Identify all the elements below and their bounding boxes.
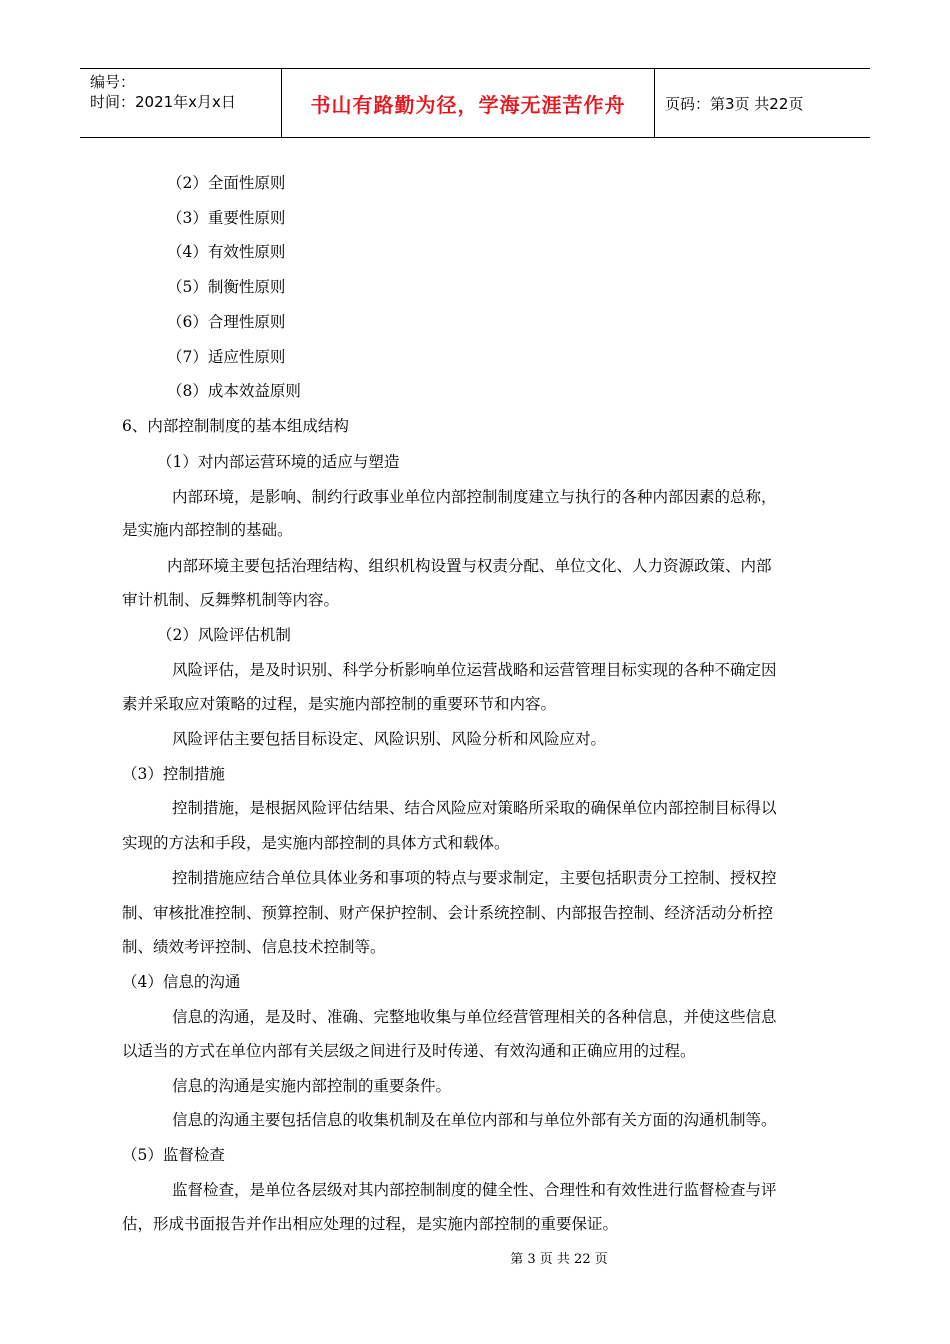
header-motto: 书山有路勤为径，学海无涯苦作舟: [282, 69, 655, 137]
paragraph-line: 监督检查，是单位各层级对其内部控制制度的健全性、合理性和有效性进行监督检查与评: [172, 1181, 777, 1199]
principle-8: （8）成本效益原则: [167, 382, 301, 400]
page-footer: 第 3 页 共 22 页: [510, 1252, 608, 1267]
principle-7: （7）适应性原则: [167, 348, 286, 366]
paragraph-line: 实现的方法和手段，是实施内部控制的具体方式和载体。: [122, 834, 510, 852]
subheading-2: （2）风险评估机制: [157, 626, 291, 644]
principle-6: （6）合理性原则: [167, 313, 286, 331]
paragraph-line: 以适当的方式在单位内部有关层级之间进行及时传递、有效沟通和正确应用的过程。: [122, 1042, 696, 1060]
paragraph-line: 是实施内部控制的基础。: [122, 521, 293, 539]
section-heading: 6、内部控制制度的基本组成结构: [122, 417, 349, 435]
paragraph-line: 内部环境，是影响、制约行政事业单位内部控制制度建立与执行的各种内部因素的总称，: [172, 488, 777, 506]
paragraph-line: 内部环境主要包括治理结构、组织机构设置与权责分配、单位文化、人力资源政策、内部: [167, 557, 772, 575]
time-label: 时间：2021年x月x日: [90, 93, 236, 111]
paragraph-line: 控制措施应结合单位具体业务和事项的特点与要求制定，主要包括职责分工控制、授权控: [172, 869, 777, 887]
paragraph-line: 风险评估主要包括目标设定、风险识别、风险分析和风险应对。: [172, 730, 607, 748]
header-page-info: 页码：第3页 共22页: [665, 94, 804, 113]
paragraph-line: 控制措施，是根据风险评估结果、结合风险应对策略所采取的确保单位内部控制目标得以: [172, 799, 777, 817]
subheading-5: （5）监督检查: [122, 1146, 225, 1164]
paragraph-line: 素并采取应对策略的过程，是实施内部控制的重要环节和内容。: [122, 695, 557, 713]
subheading-3: （3）控制措施: [122, 765, 225, 783]
principle-4: （4）有效性原则: [167, 243, 286, 261]
paragraph-line: 审计机制、反舞弊机制等内容。: [122, 591, 340, 609]
header-meta: [80, 69, 282, 137]
paragraph-line: 信息的沟通，是及时、准确、完整地收集与单位经营管理相关的各种信息，并使这些信息: [172, 1008, 777, 1026]
number-label: 编号：: [90, 73, 136, 91]
page-header: [80, 68, 870, 138]
subheading-4: （4）信息的沟通: [122, 973, 241, 991]
subheading-1: （1）对内部运营环境的适应与塑造: [157, 453, 400, 471]
paragraph-line: 制、绩效考评控制、信息技术控制等。: [122, 938, 386, 956]
principle-3: （3）重要性原则: [167, 209, 286, 227]
paragraph-line: 估，形成书面报告并作出相应处理的过程，是实施内部控制的重要保证。: [122, 1215, 619, 1233]
paragraph-line: 制、审核批准控制、预算控制、财产保护控制、会计系统控制、内部报告控制、经济活动分析控: [122, 904, 774, 922]
principle-5: （5）制衡性原则: [167, 278, 286, 296]
paragraph-line: 信息的沟通主要包括信息的收集机制及在单位内部和与单位外部有关方面的沟通机制等。: [172, 1111, 777, 1129]
paragraph-line: 信息的沟通是实施内部控制的重要条件。: [172, 1077, 452, 1095]
principle-2: （2）全面性原则: [167, 174, 286, 192]
paragraph-line: 风险评估，是及时识别、科学分析影响单位运营战略和运营管理目标实现的各种不确定因: [172, 661, 777, 679]
